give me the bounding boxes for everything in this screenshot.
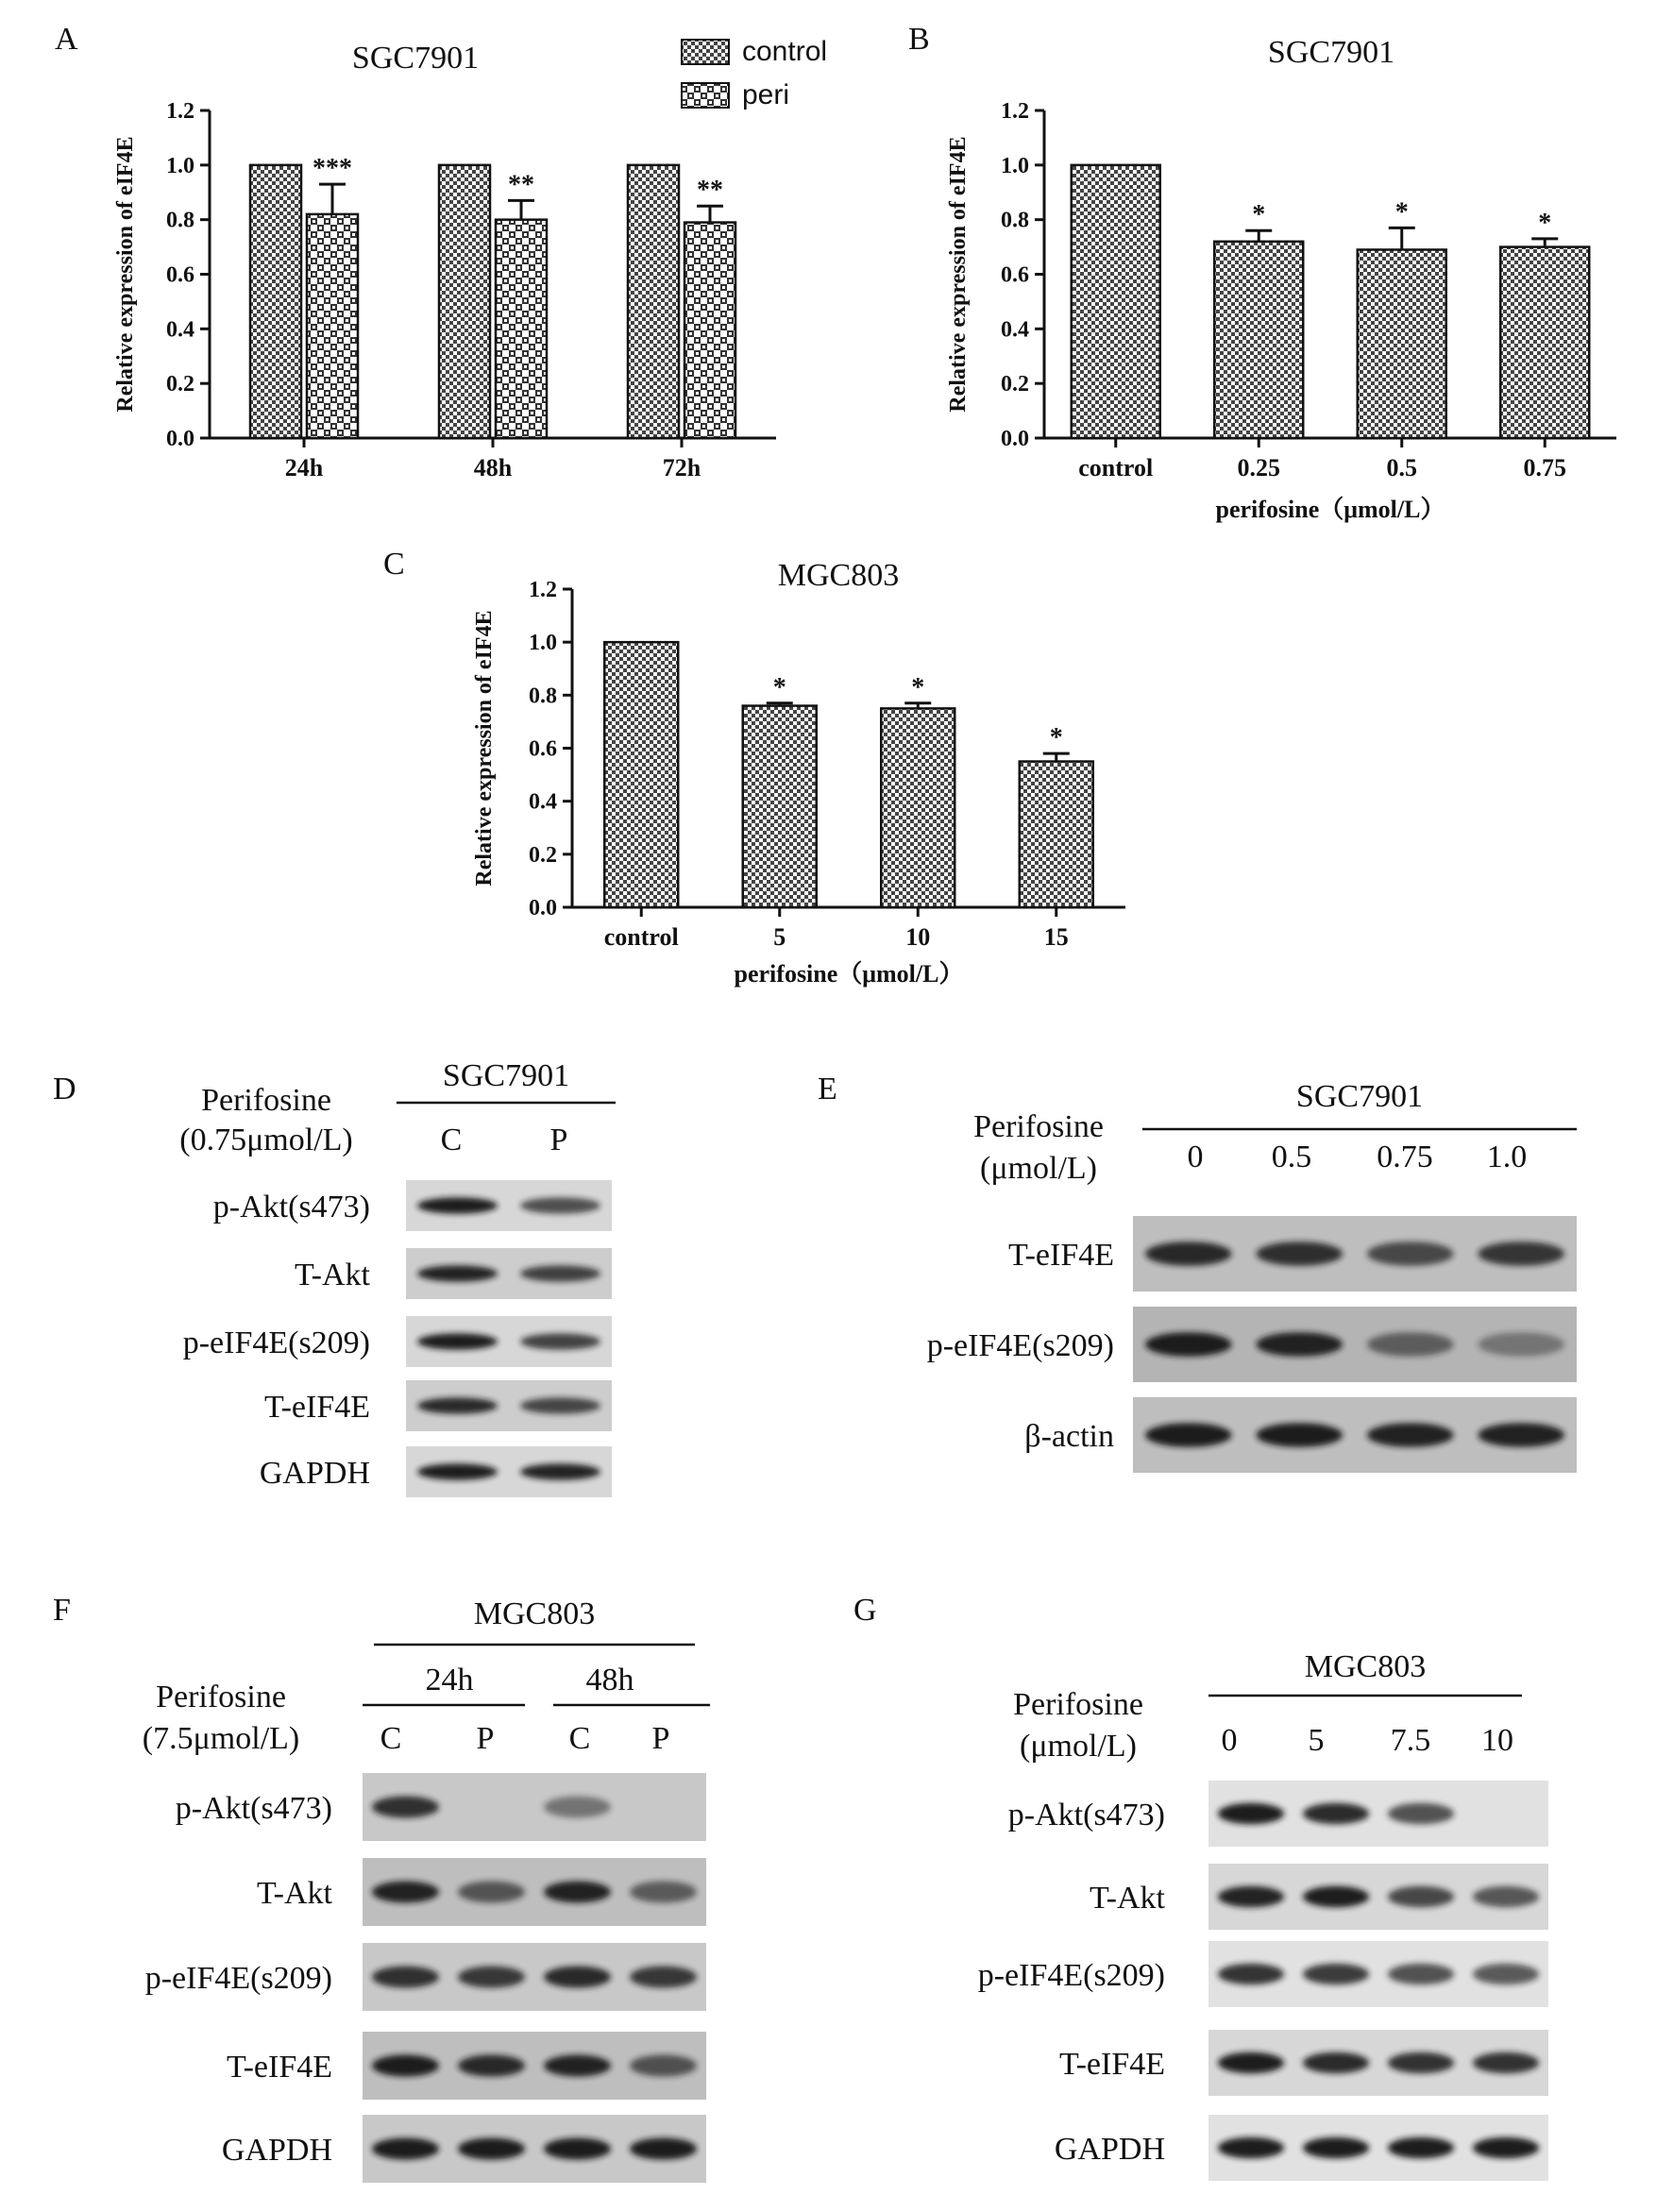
blot-band bbox=[1473, 1964, 1539, 1984]
panel-letter-b: B bbox=[908, 22, 930, 57]
time-group-label: 24h bbox=[425, 1663, 474, 1697]
blot-band bbox=[1388, 1803, 1454, 1824]
blot-band bbox=[1388, 1886, 1454, 1907]
blot-band bbox=[1256, 1332, 1343, 1357]
y-axis-label: Relative expression of eIF4E bbox=[113, 136, 138, 413]
protein-label: T-eIF4E bbox=[1058, 2047, 1165, 2082]
y-tick-label: 0.6 bbox=[1001, 262, 1029, 288]
y-axis-label: Relative expression of eIF4E bbox=[472, 610, 497, 886]
time-group-label: 48h bbox=[585, 1663, 634, 1697]
protein-label: p-Akt(s473) bbox=[1007, 1798, 1165, 1832]
x-tick-label: 0.5 bbox=[1386, 454, 1417, 481]
blot-band bbox=[1218, 1803, 1284, 1824]
y-tick-label: 1.2 bbox=[1001, 99, 1029, 124]
significance-mark: * bbox=[911, 672, 925, 702]
blot-band bbox=[417, 1463, 498, 1479]
treatment-label: (7.5μmol/L) bbox=[142, 1721, 300, 1756]
x-tick-label: 48h bbox=[473, 454, 513, 481]
bar bbox=[628, 165, 679, 438]
y-tick-label: 0.6 bbox=[529, 736, 557, 762]
blot-band bbox=[1145, 1423, 1232, 1447]
blot-band bbox=[1145, 1332, 1232, 1357]
x-tick-label: 72h bbox=[662, 454, 701, 481]
blot-panel-g bbox=[978, 1649, 1548, 2181]
protein-label: GAPDH bbox=[1054, 2132, 1165, 2167]
blot-band bbox=[372, 1966, 439, 1987]
blot-band bbox=[630, 1881, 697, 1902]
lane-label: 0.75 bbox=[1377, 1140, 1433, 1174]
bar bbox=[604, 642, 678, 907]
lane-label: 10 bbox=[1481, 1723, 1513, 1758]
y-tick-label: 0.2 bbox=[166, 372, 194, 397]
panel-letter-f: F bbox=[53, 1593, 71, 1628]
blot-band bbox=[1303, 2052, 1369, 2073]
lane-label: C bbox=[380, 1721, 402, 1756]
bar bbox=[250, 165, 301, 438]
y-tick-label: 1.2 bbox=[166, 99, 194, 124]
blot-band bbox=[1388, 1964, 1454, 1984]
treatment-label: (μmol/L) bbox=[980, 1151, 1097, 1186]
blot-band bbox=[1478, 1241, 1564, 1266]
blot-band bbox=[1218, 1964, 1284, 1984]
significance-mark: ** bbox=[508, 170, 534, 200]
blot-band bbox=[1145, 1241, 1232, 1266]
legend-swatch bbox=[682, 83, 729, 108]
protein-label: p-eIF4E(s209) bbox=[182, 1326, 370, 1360]
chart-panel-c bbox=[472, 558, 1125, 988]
lane-label: C bbox=[568, 1721, 591, 1756]
treatment-label: Perifosine bbox=[973, 1109, 1104, 1144]
blot-band bbox=[1367, 1332, 1454, 1357]
y-tick-label: 1.0 bbox=[1001, 153, 1029, 178]
protein-label: β-actin bbox=[1024, 1419, 1114, 1454]
panel-letter-g: G bbox=[853, 1593, 877, 1628]
legend-label: peri bbox=[742, 79, 790, 110]
blot-panel-f bbox=[143, 1596, 710, 2183]
panel-letter-e: E bbox=[818, 1072, 837, 1106]
significance-mark: * bbox=[1252, 200, 1266, 230]
blot-band bbox=[520, 1463, 600, 1479]
y-tick-label: 0.8 bbox=[1001, 208, 1029, 233]
lane-label: 0 bbox=[1221, 1723, 1238, 1758]
y-tick-label: 0.4 bbox=[166, 317, 194, 343]
x-tick-label: 5 bbox=[773, 923, 786, 951]
blot-band bbox=[520, 1197, 600, 1213]
lane-label: P bbox=[476, 1721, 495, 1756]
y-tick-label: 0.0 bbox=[1001, 427, 1029, 451]
y-tick-label: 0.2 bbox=[1001, 372, 1029, 397]
blot-band bbox=[458, 1966, 525, 1987]
bar bbox=[1214, 242, 1303, 438]
blot-band bbox=[1218, 2137, 1284, 2158]
bar bbox=[1358, 249, 1446, 438]
blot-band bbox=[1388, 2052, 1454, 2073]
protein-label: p-Akt(s473) bbox=[212, 1190, 370, 1224]
blot-band bbox=[544, 2054, 611, 2076]
y-tick-label: 0.0 bbox=[166, 427, 194, 451]
protein-label: GAPDH bbox=[221, 2133, 332, 2168]
x-tick-label: control bbox=[603, 923, 679, 951]
blot-band bbox=[1367, 1423, 1454, 1447]
bar bbox=[307, 214, 358, 438]
blot-band bbox=[544, 1796, 611, 1817]
blot-band bbox=[372, 1881, 439, 1902]
blot-cell-line: MGC803 bbox=[1304, 1649, 1427, 1684]
blot-band bbox=[458, 1881, 525, 1902]
blot-band bbox=[544, 2137, 611, 2159]
protein-label: p-eIF4E(s209) bbox=[926, 1328, 1114, 1363]
blot-band bbox=[630, 2137, 697, 2159]
x-tick-label: control bbox=[1078, 454, 1154, 481]
chart-title: SGC7901 bbox=[1267, 35, 1395, 70]
treatment-label: Perifosine bbox=[156, 1680, 286, 1714]
blot-band bbox=[1478, 1423, 1564, 1447]
y-tick-label: 1.2 bbox=[529, 578, 557, 602]
lane-label: 1.0 bbox=[1486, 1140, 1528, 1174]
lane-label: P bbox=[651, 1721, 670, 1756]
lane-label: 5 bbox=[1308, 1723, 1325, 1758]
lane-label: 0.5 bbox=[1271, 1140, 1312, 1174]
blot-band bbox=[1218, 1886, 1284, 1907]
blot-band bbox=[1218, 2052, 1284, 2073]
x-axis-label: perifosine（μmol/L） bbox=[734, 960, 964, 988]
blot-band bbox=[1303, 1886, 1369, 1907]
x-tick-label: 24h bbox=[284, 454, 324, 481]
bar bbox=[684, 223, 735, 438]
blot-cell-line: MGC803 bbox=[473, 1596, 596, 1631]
x-tick-label: 15 bbox=[1043, 923, 1069, 951]
treatment-label: (μmol/L) bbox=[1020, 1729, 1137, 1764]
protein-label: T-eIF4E bbox=[263, 1390, 370, 1425]
x-tick-label: 0.25 bbox=[1237, 454, 1280, 481]
bar bbox=[743, 706, 817, 907]
blot-panel-d bbox=[179, 1058, 616, 1497]
significance-mark: ** bbox=[697, 176, 723, 206]
blot-band bbox=[372, 1796, 439, 1817]
protein-label: T-eIF4E bbox=[226, 2050, 332, 2085]
x-axis-label: perifosine（μmol/L） bbox=[1215, 496, 1445, 523]
blot-band bbox=[1473, 1886, 1539, 1907]
significance-mark: * bbox=[1538, 208, 1552, 238]
protein-label: p-eIF4E(s209) bbox=[977, 1958, 1165, 1993]
y-tick-label: 1.0 bbox=[529, 631, 557, 656]
chart-title: SGC7901 bbox=[351, 41, 480, 76]
chart-panel-b bbox=[946, 35, 1616, 523]
blot-band bbox=[1473, 2137, 1539, 2158]
protein-label: T-eIF4E bbox=[1007, 1238, 1114, 1273]
y-tick-label: 0.4 bbox=[1001, 317, 1029, 343]
chart-panel-a bbox=[113, 36, 827, 481]
blot-band bbox=[372, 2054, 439, 2076]
treatment-label: Perifosine bbox=[1013, 1687, 1143, 1722]
significance-mark: *** bbox=[313, 154, 352, 184]
legend-label: control bbox=[742, 36, 828, 67]
significance-mark: * bbox=[1049, 723, 1063, 753]
blot-band bbox=[630, 1966, 697, 1987]
y-tick-label: 0.2 bbox=[529, 842, 557, 868]
blot-band bbox=[1256, 1241, 1343, 1266]
blot-cell-line: SGC7901 bbox=[442, 1058, 570, 1093]
lane-label: 7.5 bbox=[1390, 1723, 1431, 1758]
x-tick-label: 10 bbox=[905, 923, 931, 951]
panel-letter-d: D bbox=[53, 1072, 76, 1106]
bar bbox=[881, 708, 955, 907]
y-tick-label: 0.0 bbox=[529, 896, 557, 920]
significance-mark: * bbox=[772, 672, 786, 702]
lane-label: P bbox=[549, 1123, 568, 1157]
blot-band bbox=[520, 1265, 600, 1281]
blot-band bbox=[1256, 1423, 1343, 1447]
y-tick-label: 0.6 bbox=[166, 262, 194, 288]
blot-band bbox=[1367, 1241, 1454, 1266]
chart-title: MGC803 bbox=[777, 558, 900, 593]
bar bbox=[439, 165, 490, 438]
y-tick-label: 1.0 bbox=[166, 153, 194, 178]
blot-band bbox=[1473, 2052, 1539, 2073]
blot-band bbox=[417, 1333, 498, 1349]
bar bbox=[1500, 247, 1589, 438]
panel-letter-a: A bbox=[55, 22, 78, 57]
y-tick-label: 0.8 bbox=[529, 684, 557, 709]
bar bbox=[1020, 762, 1093, 907]
blot-band bbox=[417, 1397, 498, 1413]
protein-label: p-eIF4E(s209) bbox=[144, 1961, 332, 1996]
x-tick-label: 0.75 bbox=[1523, 454, 1566, 481]
lane-label: 0 bbox=[1187, 1140, 1204, 1174]
blot-band bbox=[1388, 2137, 1454, 2158]
protein-label: p-Akt(s473) bbox=[175, 1791, 332, 1826]
blot-band bbox=[458, 2137, 525, 2159]
y-tick-label: 0.8 bbox=[166, 208, 194, 233]
significance-mark: * bbox=[1394, 197, 1409, 228]
protein-label: T-Akt bbox=[257, 1876, 332, 1911]
blot-band bbox=[1303, 2137, 1369, 2158]
protein-label: T-Akt bbox=[1090, 1881, 1165, 1916]
treatment-label: Perifosine bbox=[201, 1083, 331, 1118]
lane-label: C bbox=[440, 1123, 463, 1157]
bar bbox=[1072, 165, 1160, 438]
blot-band bbox=[520, 1397, 600, 1413]
blot-band bbox=[417, 1265, 498, 1281]
treatment-label: (0.75μmol/L) bbox=[179, 1123, 353, 1157]
blot-band bbox=[372, 2137, 439, 2159]
blot-band bbox=[520, 1333, 600, 1349]
blot-cell-line: SGC7901 bbox=[1295, 1079, 1424, 1114]
protein-label: GAPDH bbox=[259, 1456, 370, 1491]
blot-band bbox=[544, 1881, 611, 1902]
blot-band bbox=[1303, 1803, 1369, 1824]
legend-swatch bbox=[682, 40, 729, 64]
blot-band bbox=[1478, 1332, 1564, 1357]
blot-band bbox=[417, 1197, 498, 1213]
y-axis-label: Relative expression of eIF4E bbox=[946, 136, 971, 413]
blot-panel-e bbox=[927, 1079, 1577, 1473]
blot-band bbox=[630, 2054, 697, 2076]
blot-band bbox=[544, 1966, 611, 1987]
blot-band bbox=[1303, 1964, 1369, 1984]
panel-letter-c: C bbox=[383, 547, 405, 582]
bar bbox=[496, 220, 547, 438]
protein-label: T-Akt bbox=[295, 1258, 370, 1292]
y-tick-label: 0.4 bbox=[529, 789, 557, 815]
blot-band bbox=[458, 2054, 525, 2076]
